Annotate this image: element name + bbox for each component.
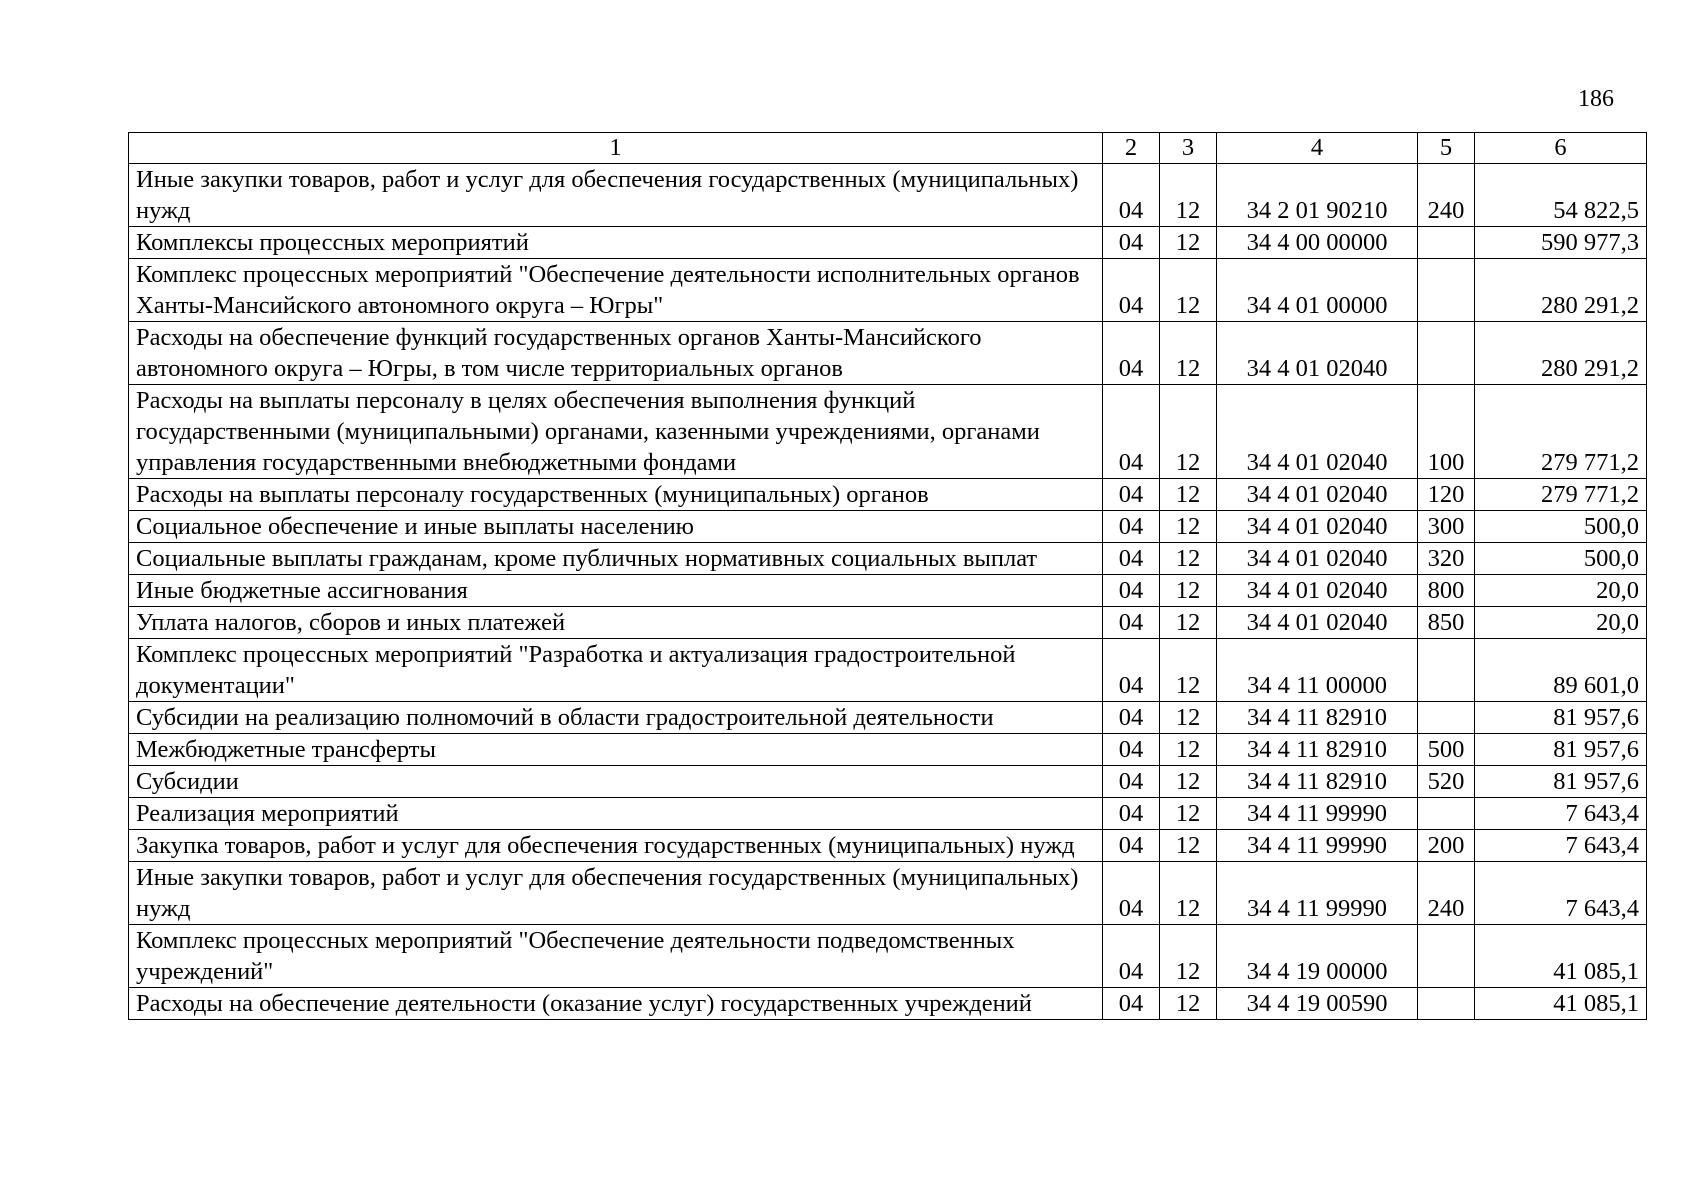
table-row <box>129 766 1647 798</box>
row-target-code-cell: 34 4 11 82910 <box>1217 734 1418 766</box>
row-subsection-cell: 12 <box>1160 734 1217 766</box>
row-name-cell: Социальные выплаты гражданам, кроме публичных нормативных социальных выплат <box>129 543 1103 575</box>
page-number: 186 <box>1578 86 1614 112</box>
table-row <box>129 227 1647 259</box>
row-expense-type-cell: 240 <box>1418 862 1475 925</box>
row-expense-type-cell: 320 <box>1418 543 1475 575</box>
row-target-code-cell: 34 4 01 02040 <box>1217 511 1418 543</box>
row-name-cell: Уплата налогов, сборов и иных платежей <box>129 607 1103 639</box>
row-target-code-cell: 34 4 11 99990 <box>1217 798 1418 830</box>
row-subsection-cell: 12 <box>1160 259 1217 322</box>
row-subsection-cell: 12 <box>1160 575 1217 607</box>
row-name-cell: Социальное обеспечение и иные выплаты населению <box>129 511 1103 543</box>
row-target-code-cell: 34 4 11 99990 <box>1217 862 1418 925</box>
row-name-cell: Иные закупки товаров, работ и услуг для обеспечения государственных (муниципальных) нужд <box>129 164 1103 227</box>
header-cell: 5 <box>1418 133 1475 164</box>
row-target-code-cell: 34 4 01 02040 <box>1217 479 1418 511</box>
row-name-cell: Комплекс процессных мероприятий "Разработка и актуализация градостроительной документации" <box>129 639 1103 702</box>
row-expense-type-cell <box>1418 322 1475 385</box>
row-name-cell: Расходы на обеспечение деятельности (оказание услуг) государственных учреждений <box>129 988 1103 1020</box>
row-name-cell: Комплекс процессных мероприятий "Обеспечение деятельности исполнительных органов Ханты-Мансийского автономного округа – Югры" <box>129 259 1103 322</box>
row-target-code-cell: 34 4 01 02040 <box>1217 575 1418 607</box>
row-amount-cell: 500,0 <box>1475 511 1647 543</box>
row-section-cell: 04 <box>1103 925 1160 988</box>
row-section-cell: 04 <box>1103 575 1160 607</box>
row-section-cell: 04 <box>1103 479 1160 511</box>
row-subsection-cell: 12 <box>1160 322 1217 385</box>
row-subsection-cell: 12 <box>1160 830 1217 862</box>
row-target-code-cell: 34 4 01 02040 <box>1217 385 1418 479</box>
row-name-cell: Комплексы процессных мероприятий <box>129 227 1103 259</box>
row-amount-cell: 279 771,2 <box>1475 479 1647 511</box>
row-target-code-cell: 34 4 01 02040 <box>1217 543 1418 575</box>
row-section-cell: 04 <box>1103 734 1160 766</box>
table-row <box>129 798 1647 830</box>
row-amount-cell: 20,0 <box>1475 607 1647 639</box>
row-amount-cell: 54 822,5 <box>1475 164 1647 227</box>
row-section-cell: 04 <box>1103 607 1160 639</box>
row-section-cell: 04 <box>1103 830 1160 862</box>
row-section-cell: 04 <box>1103 227 1160 259</box>
row-expense-type-cell: 240 <box>1418 164 1475 227</box>
row-section-cell: 04 <box>1103 988 1160 1020</box>
row-section-cell: 04 <box>1103 702 1160 734</box>
row-expense-type-cell: 850 <box>1418 607 1475 639</box>
row-subsection-cell: 12 <box>1160 385 1217 479</box>
table-row <box>129 639 1647 702</box>
row-amount-cell: 7 643,4 <box>1475 798 1647 830</box>
row-section-cell: 04 <box>1103 164 1160 227</box>
table-row <box>129 702 1647 734</box>
row-expense-type-cell: 500 <box>1418 734 1475 766</box>
row-subsection-cell: 12 <box>1160 511 1217 543</box>
row-subsection-cell: 12 <box>1160 639 1217 702</box>
row-expense-type-cell <box>1418 798 1475 830</box>
row-name-cell: Субсидии на реализацию полномочий в области градостроительной деятельности <box>129 702 1103 734</box>
row-target-code-cell: 34 4 11 82910 <box>1217 702 1418 734</box>
row-amount-cell: 279 771,2 <box>1475 385 1647 479</box>
row-subsection-cell: 12 <box>1160 227 1217 259</box>
row-section-cell: 04 <box>1103 322 1160 385</box>
table-row <box>129 988 1647 1020</box>
row-target-code-cell: 34 4 00 00000 <box>1217 227 1418 259</box>
row-target-code-cell: 34 4 11 99990 <box>1217 830 1418 862</box>
row-subsection-cell: 12 <box>1160 798 1217 830</box>
row-expense-type-cell <box>1418 227 1475 259</box>
row-section-cell: 04 <box>1103 862 1160 925</box>
table-row <box>129 479 1647 511</box>
row-target-code-cell: 34 2 01 90210 <box>1217 164 1418 227</box>
row-name-cell: Субсидии <box>129 766 1103 798</box>
row-name-cell: Иные закупки товаров, работ и услуг для обеспечения государственных (муниципальных) нужд <box>129 862 1103 925</box>
row-expense-type-cell: 120 <box>1418 479 1475 511</box>
header-cell: 2 <box>1103 133 1160 164</box>
row-expense-type-cell: 520 <box>1418 766 1475 798</box>
row-amount-cell: 81 957,6 <box>1475 702 1647 734</box>
row-amount-cell: 89 601,0 <box>1475 639 1647 702</box>
table-row <box>129 322 1647 385</box>
row-name-cell: Иные бюджетные ассигнования <box>129 575 1103 607</box>
row-expense-type-cell: 100 <box>1418 385 1475 479</box>
row-expense-type-cell: 200 <box>1418 830 1475 862</box>
row-subsection-cell: 12 <box>1160 862 1217 925</box>
row-target-code-cell: 34 4 01 02040 <box>1217 607 1418 639</box>
row-expense-type-cell <box>1418 988 1475 1020</box>
table-row <box>129 607 1647 639</box>
budget-table <box>128 132 1647 1020</box>
row-name-cell: Межбюджетные трансферты <box>129 734 1103 766</box>
row-amount-cell: 81 957,6 <box>1475 734 1647 766</box>
table-row <box>129 385 1647 479</box>
row-name-cell: Комплекс процессных мероприятий "Обеспечение деятельности подведомственных учреждений" <box>129 925 1103 988</box>
row-expense-type-cell <box>1418 259 1475 322</box>
row-amount-cell: 81 957,6 <box>1475 766 1647 798</box>
table-row <box>129 511 1647 543</box>
row-expense-type-cell: 300 <box>1418 511 1475 543</box>
row-amount-cell: 280 291,2 <box>1475 322 1647 385</box>
row-amount-cell: 20,0 <box>1475 575 1647 607</box>
row-section-cell: 04 <box>1103 511 1160 543</box>
row-target-code-cell: 34 4 19 00000 <box>1217 925 1418 988</box>
row-section-cell: 04 <box>1103 259 1160 322</box>
row-subsection-cell: 12 <box>1160 988 1217 1020</box>
row-amount-cell: 7 643,4 <box>1475 830 1647 862</box>
row-subsection-cell: 12 <box>1160 766 1217 798</box>
row-subsection-cell: 12 <box>1160 925 1217 988</box>
row-amount-cell: 590 977,3 <box>1475 227 1647 259</box>
row-name-cell: Расходы на обеспечение функций государственных органов Ханты-Мансийского автономного округа – Югры, в том числе территориальных органов <box>129 322 1103 385</box>
row-section-cell: 04 <box>1103 543 1160 575</box>
row-name-cell: Расходы на выплаты персоналу государственных (муниципальных) органов <box>129 479 1103 511</box>
row-section-cell: 04 <box>1103 639 1160 702</box>
row-subsection-cell: 12 <box>1160 607 1217 639</box>
row-amount-cell: 500,0 <box>1475 543 1647 575</box>
row-amount-cell: 41 085,1 <box>1475 925 1647 988</box>
row-name-cell: Расходы на выплаты персоналу в целях обеспечения выполнения функций государственными (муниципальными) органами, казенными учреждениями, органами управления государственными внебюджетными фондами <box>129 385 1103 479</box>
row-section-cell: 04 <box>1103 766 1160 798</box>
row-subsection-cell: 12 <box>1160 702 1217 734</box>
row-target-code-cell: 34 4 11 82910 <box>1217 766 1418 798</box>
header-cell: 4 <box>1217 133 1418 164</box>
row-subsection-cell: 12 <box>1160 479 1217 511</box>
row-target-code-cell: 34 4 01 00000 <box>1217 259 1418 322</box>
row-amount-cell: 41 085,1 <box>1475 988 1647 1020</box>
header-cell: 1 <box>129 133 1103 164</box>
header-row <box>129 133 1647 164</box>
row-amount-cell: 7 643,4 <box>1475 862 1647 925</box>
row-expense-type-cell <box>1418 702 1475 734</box>
row-subsection-cell: 12 <box>1160 164 1217 227</box>
header-cell: 3 <box>1160 133 1217 164</box>
table-row <box>129 925 1647 988</box>
table-row <box>129 259 1647 322</box>
table-row <box>129 164 1647 227</box>
row-target-code-cell: 34 4 01 02040 <box>1217 322 1418 385</box>
row-name-cell: Закупка товаров, работ и услуг для обеспечения государственных (муниципальных) нужд <box>129 830 1103 862</box>
table-row <box>129 734 1647 766</box>
table-body <box>129 164 1647 1020</box>
row-target-code-cell: 34 4 19 00590 <box>1217 988 1418 1020</box>
table-row <box>129 830 1647 862</box>
row-subsection-cell: 12 <box>1160 543 1217 575</box>
row-amount-cell: 280 291,2 <box>1475 259 1647 322</box>
row-section-cell: 04 <box>1103 798 1160 830</box>
table-row <box>129 543 1647 575</box>
row-expense-type-cell: 800 <box>1418 575 1475 607</box>
row-target-code-cell: 34 4 11 00000 <box>1217 639 1418 702</box>
table-row <box>129 862 1647 925</box>
row-expense-type-cell <box>1418 639 1475 702</box>
table-row <box>129 575 1647 607</box>
row-name-cell: Реализация мероприятий <box>129 798 1103 830</box>
row-section-cell: 04 <box>1103 385 1160 479</box>
header-cell: 6 <box>1475 133 1647 164</box>
row-expense-type-cell <box>1418 925 1475 988</box>
